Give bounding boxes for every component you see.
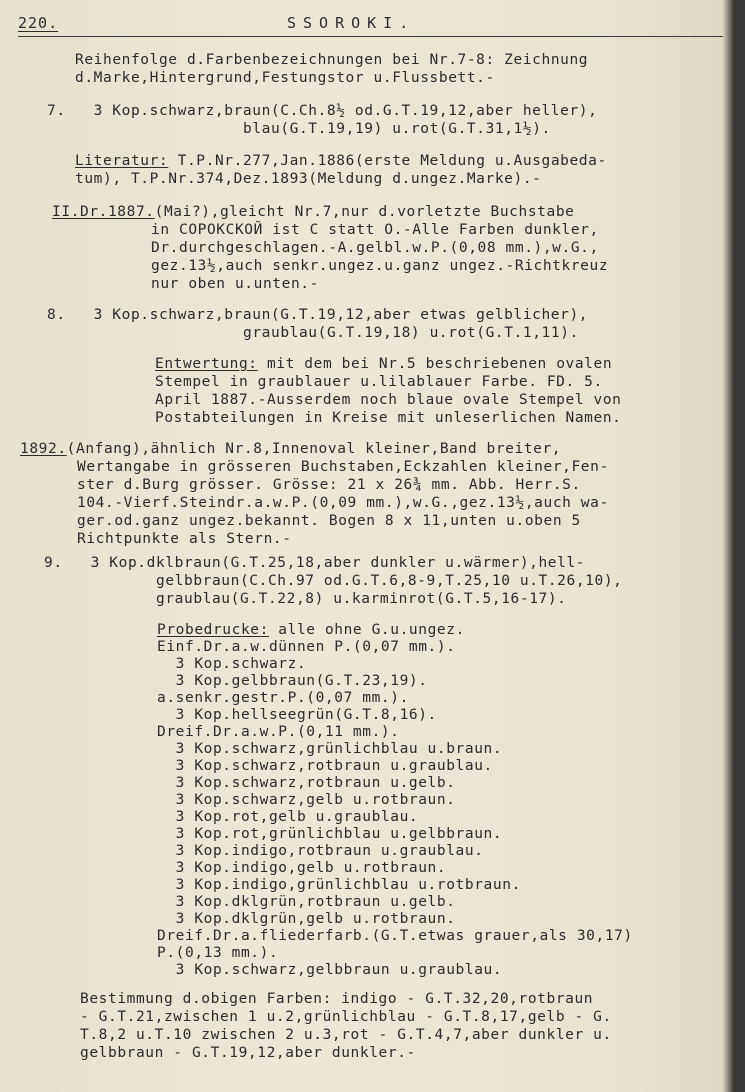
probedrucke-line: 3 Kop.indigo,gelb u.rotbraun.: [157, 860, 447, 876]
probedrucke-line: 3 Kop.schwarz,grünlichblau u.braun.: [157, 741, 503, 757]
header-rule: [18, 36, 723, 37]
probedrucke-line: a.senkr.gestr.P.(0,07 mm.).: [157, 690, 409, 706]
bestimmung-line: gelbbraun - G.T.19,12,aber dunkler.-: [80, 1045, 416, 1061]
entwertung-line: Entwertung: mit dem bei Nr.5 beschriebenen ovalen: [155, 356, 613, 372]
page-number: 220.: [18, 14, 59, 32]
year-1892-line: ster d.Burg grösser. Grösse: 21 x 26¾ mm. Abb. Herr.S.: [77, 477, 581, 493]
probedrucke-line: 3 Kop.dklgrün,rotbraun u.gelb.: [157, 894, 456, 910]
page-title: SSOROKI.: [287, 14, 416, 32]
druck-line: II.Dr.1887.(Mai?),gleicht Nr.7,nur d.vorletzte Buchstabe: [52, 204, 575, 220]
druck-label: II.Dr.1887.: [52, 204, 155, 220]
year-1892-line: 1892.(Anfang),ähnlich Nr.8,Innenoval kleiner,Band breiter,: [20, 441, 562, 457]
intro-line: d.Marke,Hintergrund,Festungstor u.Flussbett.-: [75, 70, 495, 86]
probedrucke-line: 3 Kop.rot,grünlichblau u.gelbbraun.: [157, 826, 503, 842]
bestimmung-line: T.8,2 u.T.10 zwischen 2 u.3,rot - G.T.4,7,aber dunkler u.: [80, 1027, 612, 1043]
druck-line: gez.13½,auch senkr.ungez.u.ganz ungez.-Richtkreuz: [151, 258, 609, 274]
probedrucke-line: 3 Kop.schwarz,gelb u.rotbraun.: [157, 792, 456, 808]
entwertung-label: Entwertung:: [155, 356, 258, 372]
probedrucke-line: 3 Kop.dklgrün,gelb u.rotbraun.: [157, 911, 456, 927]
druck-line: in СОРОКСКОЙ ist C statt О.-Alle Farben dunkler,: [151, 222, 599, 238]
probedrucke-line: 3 Kop.hellseegrün(G.T.8,16).: [157, 707, 437, 723]
year-1892-label: 1892.: [20, 441, 67, 457]
probedrucke-line: 3 Kop.schwarz,gelbbraun u.graublau.: [157, 962, 503, 978]
probedrucke-line: Dreif.Dr.a.w.P.(0,11 mm.).: [157, 724, 400, 740]
item-9-line: gelbbraun(C.Ch.97 od.G.T.6,8-9,T.25,10 u.T.26,10),: [156, 573, 623, 589]
item-8-line: 8. 3 Kop.schwarz,braun(G.T.19,12,aber etwas gelblicher),: [47, 307, 589, 323]
year-1892-line: Richtpunkte als Stern.-: [77, 531, 292, 547]
literatur-label: Literatur:: [75, 153, 169, 169]
probedrucke-line: Dreif.Dr.a.fliederfarb.(G.T.etwas grauer,als 30,17): [157, 928, 633, 944]
probedrucke-line: P.(0,13 mm.).: [157, 945, 279, 961]
probedrucke-line: 3 Kop.gelbbraun(G.T.23,19).: [157, 673, 428, 689]
druck-line: nur oben u.unten.-: [151, 276, 319, 292]
year-1892-line: Wertangabe in grösseren Buchstaben,Eckzahlen kleiner,Fen-: [77, 459, 609, 475]
probedrucke-line: 3 Kop.indigo,rotbraun u.graublau.: [157, 843, 484, 859]
probedrucke-line: 3 Kop.indigo,grünlichblau u.rotbraun.: [157, 877, 521, 893]
entwertung-line: Postabteilungen in Kreise mit unleserlichen Namen.: [155, 410, 622, 426]
year-1892-line: ger.od.ganz ungez.bekannt. Bogen 8 x 11,unten u.oben 5: [77, 513, 581, 529]
druck-line: Dr.durchgeschlagen.-A.gelbl.w.P.(0,08 mm.),w.G.,: [151, 240, 599, 256]
literatur-line: tum), T.P.Nr.374,Dez.1893(Meldung d.ungez.Marke).-: [75, 171, 542, 187]
intro-line: Reihenfolge d.Farbenbezeichnungen bei Nr.7-8: Zeichnung: [75, 52, 589, 68]
bestimmung-line: - G.T.21,zwischen 1 u.2,grünlichblau - G.T.8,17,gelb - G.: [80, 1009, 612, 1025]
probedrucke-line: Einf.Dr.a.w.dünnen P.(0,07 mm.).: [157, 639, 456, 655]
year-1892-line: 104.-Vierf.Steindr.a.w.P.(0,09 mm.),w.G.,gez.13½,auch wa-: [77, 495, 609, 511]
item-7-line: blau(G.T.19,19) u.rot(G.T.31,1½).: [243, 121, 551, 137]
literatur-line: Literatur: T.P.Nr.277,Jan.1886(erste Meldung u.Ausgabeda-: [75, 153, 607, 169]
probedrucke-line: 3 Kop.schwarz.: [157, 656, 307, 672]
probedrucke-line: 3 Kop.rot,gelb u.graublau.: [157, 809, 419, 825]
probedrucke-line: 3 Kop.schwarz,rotbraun u.gelb.: [157, 775, 456, 791]
item-9-line: graublau(G.T.22,8) u.karminrot(G.T.5,16-17).: [156, 591, 567, 607]
entwertung-line: Stempel in graublauer u.lilablauer Farbe. FD. 5.: [155, 374, 603, 390]
item-9-line: 9. 3 Kop.dklbraun(G.T.25,18,aber dunkler u.wärmer),hell-: [44, 555, 586, 571]
probedrucke-label: Probedrucke:: [157, 622, 269, 638]
entwertung-line: April 1887.-Ausserdem noch blaue ovale Stempel von: [155, 392, 622, 408]
item-8-line: graublau(G.T.19,18) u.rot(G.T.1,11).: [243, 325, 579, 341]
bestimmung-line: Bestimmung d.obigen Farben: indigo - G.T.32,20,rotbraun: [80, 991, 594, 1007]
item-7-line: 7. 3 Kop.schwarz,braun(C.Ch.8½ od.G.T.19,12,aber heller),: [47, 103, 598, 119]
probedrucke-line: 3 Kop.schwarz,rotbraun u.graublau.: [157, 758, 493, 774]
probedrucke-line: Probedrucke: alle ohne G.u.ungez.: [157, 622, 465, 638]
